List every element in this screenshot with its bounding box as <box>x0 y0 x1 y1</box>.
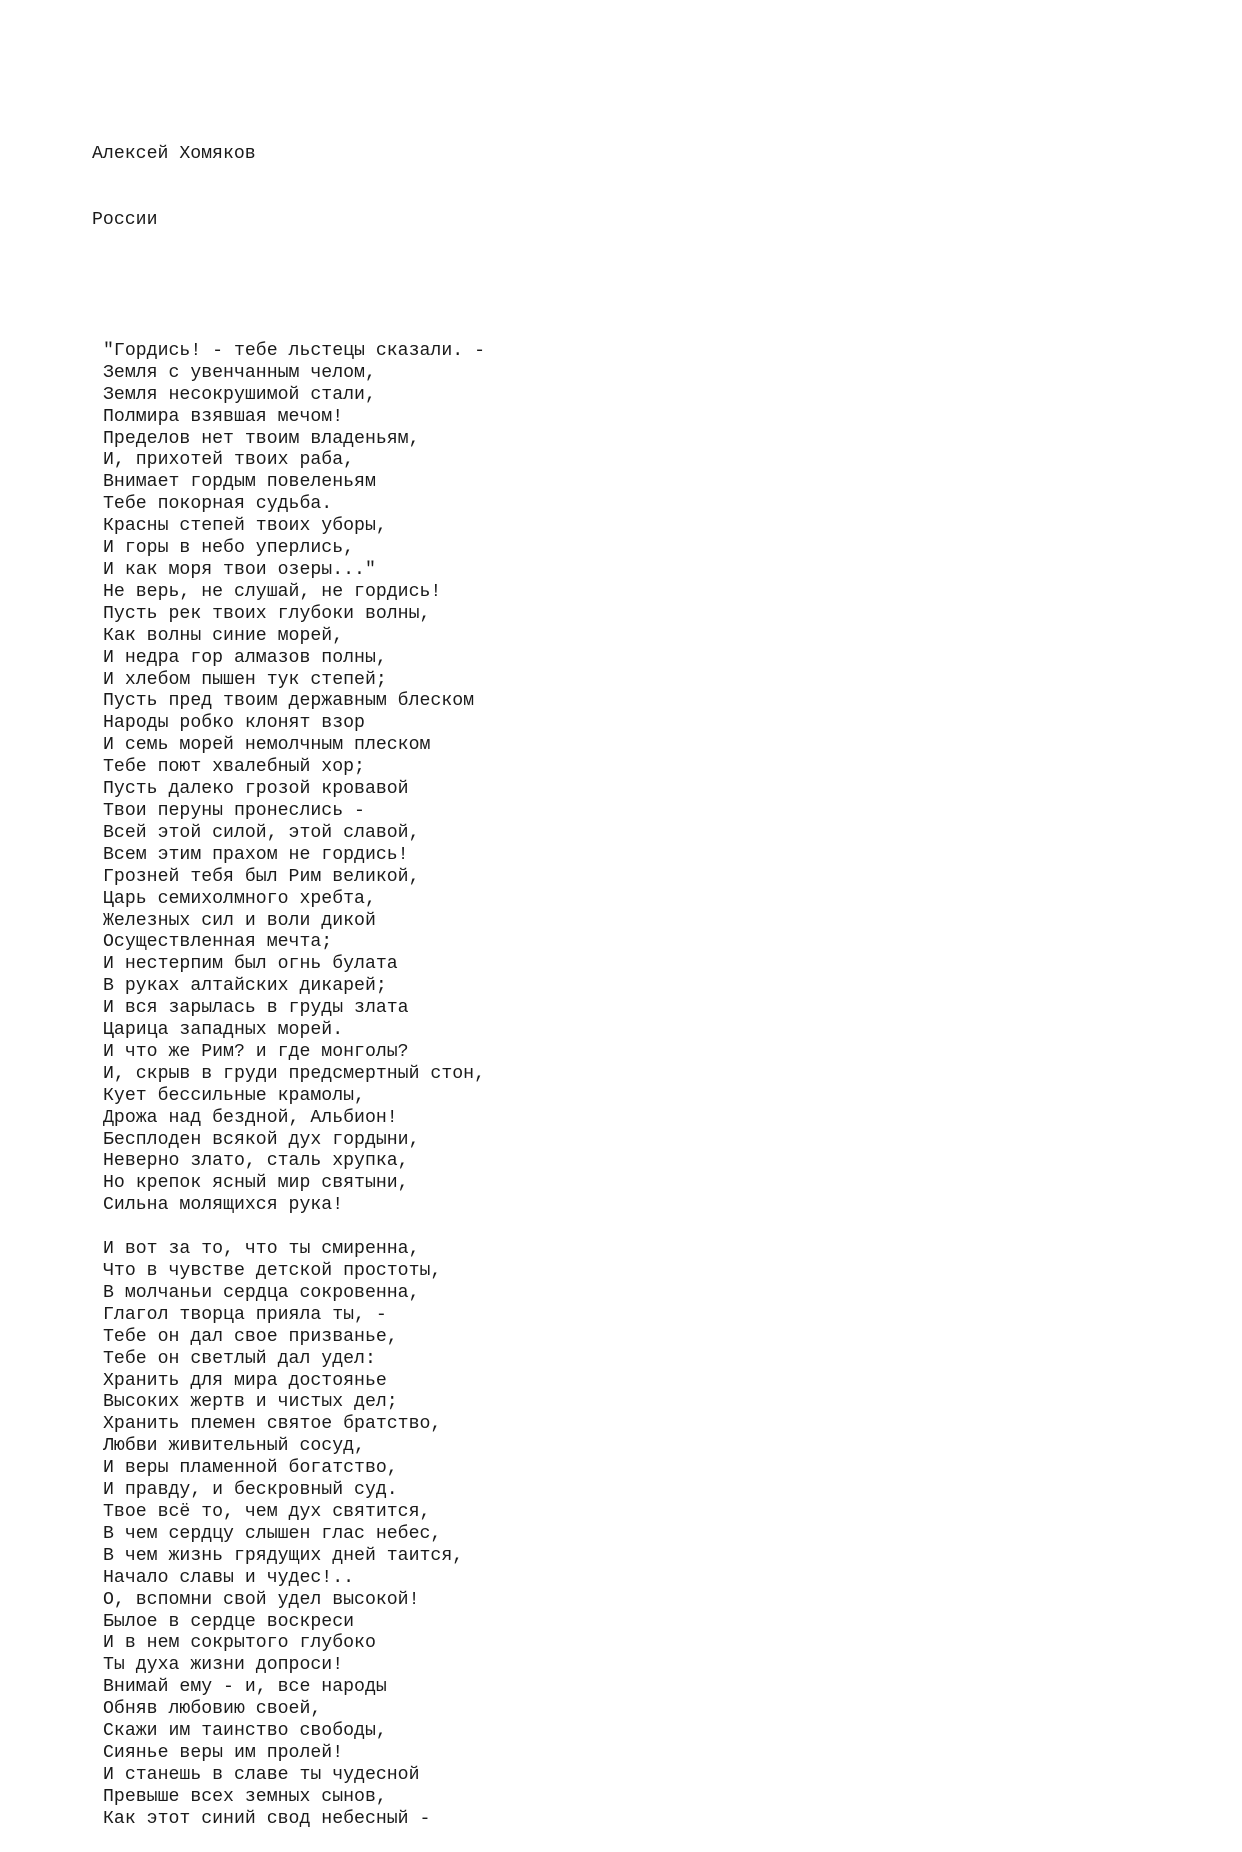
poem-line: Всей этой силой, этой славой, <box>103 822 420 843</box>
poem-line: Бесплоден всякой дух гордыни, <box>103 1129 420 1150</box>
poem-line: Любви живительный сосуд, <box>103 1436 365 1457</box>
poem-line: Обняв любовию своей, <box>103 1699 322 1720</box>
poem-line: Высоких жертв и чистых дел; <box>103 1392 398 1413</box>
poem-line: И нестерпим был огнь булата <box>103 954 398 975</box>
poem-line: О, вспомни свой удел высокой! <box>103 1589 420 1610</box>
poem-line: И как моря твои озеры..." <box>103 560 376 581</box>
poem-line: Земля несокрушимой стали, <box>103 384 376 405</box>
poem-line: И недра гор алмазов полны, <box>103 647 387 668</box>
poem-title: России <box>92 209 158 230</box>
poem-line: И горы в небо уперлись, <box>103 538 355 559</box>
blank-line <box>92 275 1192 297</box>
poem-line: Что в чувстве детской простоты, <box>103 1261 442 1281</box>
poem-line: Пусть пред твоим державным блеском <box>103 691 475 712</box>
poem-line: В руках алтайских дикарей; <box>103 976 387 997</box>
poem-line: И, прихотей твоих раба, <box>103 450 355 471</box>
poem-line: Земля с увенчанным челом, <box>103 362 376 383</box>
poem-line: И веры пламенной богатство, <box>103 1458 398 1479</box>
stanza-break <box>92 1217 1192 1239</box>
poem-line: Тебе поют хвалебный хор; <box>103 757 365 778</box>
poem-line: Тебе он дал свое призванье, <box>103 1326 398 1347</box>
poem-line: Сиянье веры им пролей! <box>103 1742 344 1763</box>
poem-line: И вся зарылась в груды злата <box>103 998 409 1019</box>
stanza <box>92 1239 1192 1830</box>
poem-line: Кует бессильные крамолы, <box>103 1085 365 1106</box>
poem-line: Пределов нет твоим владеньям, <box>103 428 420 449</box>
poem-line: Царица западных морей. <box>103 1020 344 1041</box>
poem-line: Красны степей твоих уборы, <box>103 516 387 537</box>
poem-line: Твои перуны пронеслись - <box>103 800 365 821</box>
poem-line: Царь семихолмного хребта, <box>103 888 376 909</box>
poem-line: И правду, и бескровный суд. <box>103 1480 398 1501</box>
poem-line: Неверно злато, сталь хрупка, <box>103 1151 409 1172</box>
poem-line: И в нем сокрытого глубоко <box>103 1633 376 1654</box>
poem-line: Начало славы и чудес!.. <box>103 1567 355 1588</box>
poem-line: Пусть далеко грозой кровавой <box>103 779 409 800</box>
poem-line: Ты духа жизни допроси! <box>103 1655 344 1676</box>
poem-line: В чем сердцу слышен глас небес, <box>103 1523 442 1544</box>
poem-line: Дрожа над бездной, Альбион! <box>103 1107 398 1128</box>
poem-line: Глагол творца прияла ты, - <box>103 1304 387 1325</box>
author-name: Алексей Хомяков <box>92 143 256 164</box>
poem-line: Былое в сердце воскреси <box>103 1611 355 1632</box>
poem-line: Народы робко клонят взор <box>103 713 365 734</box>
poem-line: Железных сил и воли дикой <box>103 910 376 931</box>
poem-line: И, скрыв в груди предсмертный стон, <box>103 1063 485 1084</box>
poem-line: Не верь, не слушай, не гордись! <box>103 581 442 602</box>
poem-line: Как этот синий свод небесный - <box>103 1808 431 1829</box>
poem-body <box>92 341 1192 1831</box>
poem-line: Сильна молящихся рука! <box>103 1195 344 1216</box>
poem-line: Полмира взявшая мечом! <box>103 406 344 427</box>
poem-line: Хранить для мира достоянье <box>103 1370 387 1391</box>
poem-line: Грозней тебя был Рим великой, <box>103 866 420 887</box>
document-page <box>92 100 1192 1852</box>
poem-line: И вот за то, что ты смиренна, <box>103 1239 420 1260</box>
poem-line: Но крепок ясный мир святыни, <box>103 1173 409 1194</box>
poem-line: И станешь в славе ты чудесной <box>103 1764 420 1785</box>
poem-line: И семь морей немолчным плеском <box>103 735 431 756</box>
poem-line: Тебе покорная судьба. <box>103 494 333 515</box>
poem-line: Твое всё то, чем дух святится, <box>103 1501 431 1522</box>
poem-line: В чем жизнь грядущих дней таится, <box>103 1545 464 1566</box>
poem-line: Внимай ему - и, все народы <box>103 1677 387 1698</box>
poem-line: Хранить племен святое братство, <box>103 1414 442 1435</box>
poem-line: И хлебом пышен тук степей; <box>103 669 387 690</box>
stanza <box>92 341 1192 1217</box>
poem-line: Тебе он светлый дал удел: <box>103 1348 376 1369</box>
poem-line: "Гордись! - тебе льстецы сказали. - <box>103 340 485 361</box>
poem-line: В молчаньи сердца сокровенна, <box>103 1282 420 1303</box>
poem-line: Пусть рек твоих глубоки волны, <box>103 603 431 624</box>
poem-line: И что же Рим? и где монголы? <box>103 1041 409 1062</box>
poem-line: Внимает гордым повеленьям <box>103 472 376 493</box>
poem-line: Превыше всех земных сынов, <box>103 1786 387 1807</box>
poem-line: Как волны синие морей, <box>103 625 344 646</box>
poem-line: Всем этим прахом не гордись! <box>103 844 409 865</box>
poem-line: Скажи им таинство свободы, <box>103 1721 387 1742</box>
poem-line: Осуществленная мечта; <box>103 932 333 953</box>
